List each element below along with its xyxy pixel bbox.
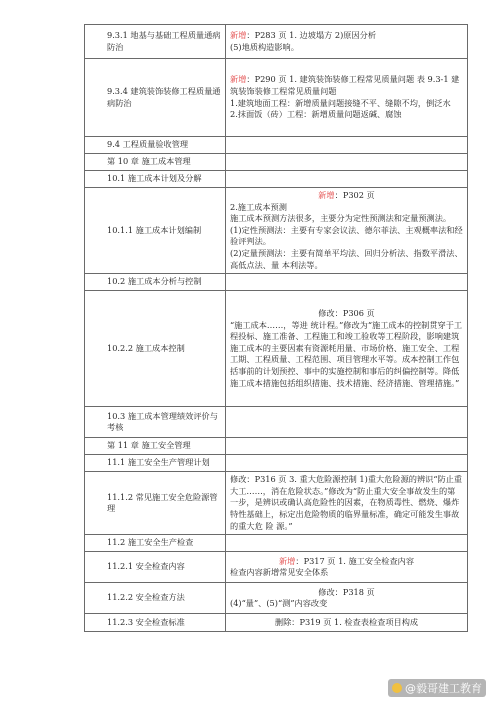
change-type-label: 新增	[318, 190, 335, 200]
revision-cell	[226, 291, 468, 407]
revision-line	[230, 98, 463, 110]
table-row	[85, 274, 468, 291]
revision-cell	[226, 137, 468, 154]
revision-text: ：P302 页	[334, 190, 375, 200]
revision-text: ：P317 页 1. 施工安全检查内容	[295, 555, 415, 566]
revision-text: 修改：P318 页	[318, 586, 375, 597]
table-row	[85, 171, 468, 188]
watermark	[388, 679, 486, 697]
revision-line	[230, 213, 463, 225]
section-cell: 第 10 章 施工成本管理	[85, 154, 226, 171]
revision-text: (2)定量预测法：主要有简单平均法、回归分析法、指数平滑法、高低点法、量 本利法等。	[230, 247, 463, 270]
section-cell: 10.1.1 施工成本计划编制	[85, 188, 226, 274]
revision-line	[230, 567, 463, 579]
table-row	[85, 552, 468, 583]
revision-line	[230, 617, 463, 629]
revision-line	[230, 587, 463, 599]
revision-text: 2.抹面饭（砖）工程：新增质量问题返碱、腐蚀	[230, 109, 402, 120]
table-row	[85, 472, 468, 535]
table-row	[85, 59, 468, 137]
revision-cell	[226, 438, 468, 455]
revision-line	[230, 320, 463, 390]
revision-text: 删除：P319 页 1. 检查表检查项目构成	[274, 616, 419, 627]
revision-cell	[226, 614, 468, 632]
section-cell: 10.2 施工成本分析与控制	[85, 274, 226, 291]
revision-text: 1.建筑地面工程：新增质量问题接缝不平、缝隙不均，倒泛水	[230, 97, 451, 108]
section-cell: 11.2.3 安全检查标准	[85, 614, 226, 632]
change-type-label: 新增	[230, 74, 247, 85]
section-cell: 9.3.1 地基与基础工程质量通病防治	[85, 25, 226, 59]
revision-cell	[226, 274, 468, 291]
table-row	[85, 455, 468, 472]
table-row	[85, 291, 468, 407]
revision-table-body	[85, 25, 468, 632]
revision-text: 修改：P316 页 3. 重大危险源控制 1)重大危险源的辨识“防止重大工……，消在危险状态。”修改为“防止重大安全事故发生的第一步，是辨识或确认高危险性的因素，在物质毒性、燃烧、爆炸特性基础上，标定出危险物质的临界量标准，确定可能发生事故的重大危 险 源。”	[230, 474, 463, 531]
section-cell: 11.2.2 安全检查方法	[85, 583, 226, 614]
revision-cell	[226, 154, 468, 171]
section-cell: 10.2.2 施工成本控制	[85, 291, 226, 407]
revision-line	[230, 30, 463, 42]
section-cell: 11.1 施工安全生产管理计划	[85, 455, 226, 472]
section-cell: 11.2 施工安全生产检查	[85, 535, 226, 552]
revision-line	[230, 74, 463, 97]
revision-line	[230, 598, 463, 610]
revision-line	[230, 556, 463, 568]
table-row	[85, 438, 468, 455]
revision-text: 2.施工成本预测	[230, 201, 287, 212]
revision-cell	[226, 59, 468, 137]
table-row	[85, 188, 468, 274]
revision-line	[230, 190, 463, 202]
revision-text: (5)地质构造影响。	[230, 41, 299, 52]
revision-text: (1)定性预测法：主要有专家会议法、德尔菲法、主观概率法和经验评判法。	[230, 224, 463, 247]
section-cell: 10.1 施工成本计划及分解	[85, 171, 226, 188]
watermark-text: @毅哥建工教育	[405, 682, 482, 695]
revision-cell	[226, 455, 468, 472]
revision-text: ：P290 页 1. 建筑装饰装修工程常见质量问题 表 9.3-1 建筑装饰装修工程常见质量问题	[230, 74, 460, 96]
revision-table	[84, 24, 468, 632]
revision-cell	[226, 552, 468, 583]
table-row	[85, 583, 468, 614]
revision-cell	[226, 25, 468, 59]
section-cell: 第 11 章 施工安全管理	[85, 438, 226, 455]
revision-text: “施工成本……，等进 统计程。”修改为“施工成本的控制贯穿于工程投标、施工准备、工程施工和竣工验收等工程阶段，影响建筑施工成本的主要因素有资源耗用量、市场价格、施工安全、工程工期、工程质量、工程范围、项目管理水平等。成本控制工作包括事前的计划预控、事中的实施控制和事后的纠偏控制等。降低施工成本措施包括组织措施、技术措施、经济措施、管理措施。”	[230, 319, 463, 388]
revision-line	[230, 474, 463, 532]
section-cell: 11.1.2 常见施工安全危险源管理	[85, 472, 226, 535]
revision-cell	[226, 472, 468, 535]
revision-text: 检查内容新增常见安全体系	[230, 567, 329, 578]
revision-line	[230, 225, 463, 248]
change-type-label: 新增	[278, 555, 296, 566]
weibo-icon	[392, 683, 402, 693]
revision-text: 施工成本预测方法很多，主要分为定性预测法和定量预测法。	[230, 213, 452, 224]
revision-cell	[226, 407, 468, 438]
revision-text: 修改	[318, 308, 335, 319]
revision-line	[230, 248, 463, 271]
revision-line	[230, 308, 463, 320]
table-row	[85, 154, 468, 171]
table-row	[85, 614, 468, 632]
table-row	[85, 407, 468, 438]
section-cell: 11.2.1 安全检查内容	[85, 552, 226, 583]
table-row	[85, 25, 468, 59]
section-cell: 9.4 工程质量验收管理	[85, 137, 226, 154]
change-type-label: 新增	[230, 29, 247, 40]
revision-cell	[226, 188, 468, 274]
table-row	[85, 535, 468, 552]
revision-text: ：P306 页	[334, 308, 375, 319]
section-cell: 9.3.4 建筑装饰装修工程质量通病防治	[85, 59, 226, 137]
revision-cell	[226, 171, 468, 188]
revision-line	[230, 42, 463, 54]
revision-cell	[226, 583, 468, 614]
revision-line	[230, 202, 463, 214]
table-row	[85, 137, 468, 154]
revision-text: ：P283 页 1. 边坡塌方 2)原因分析	[246, 29, 377, 40]
revision-line	[230, 109, 463, 121]
revision-text: (4)“量”、(5)“测”内容改变	[230, 598, 328, 609]
revision-cell	[226, 535, 468, 552]
section-cell: 10.3 施工成本管理绩效评价与考核	[85, 407, 226, 438]
